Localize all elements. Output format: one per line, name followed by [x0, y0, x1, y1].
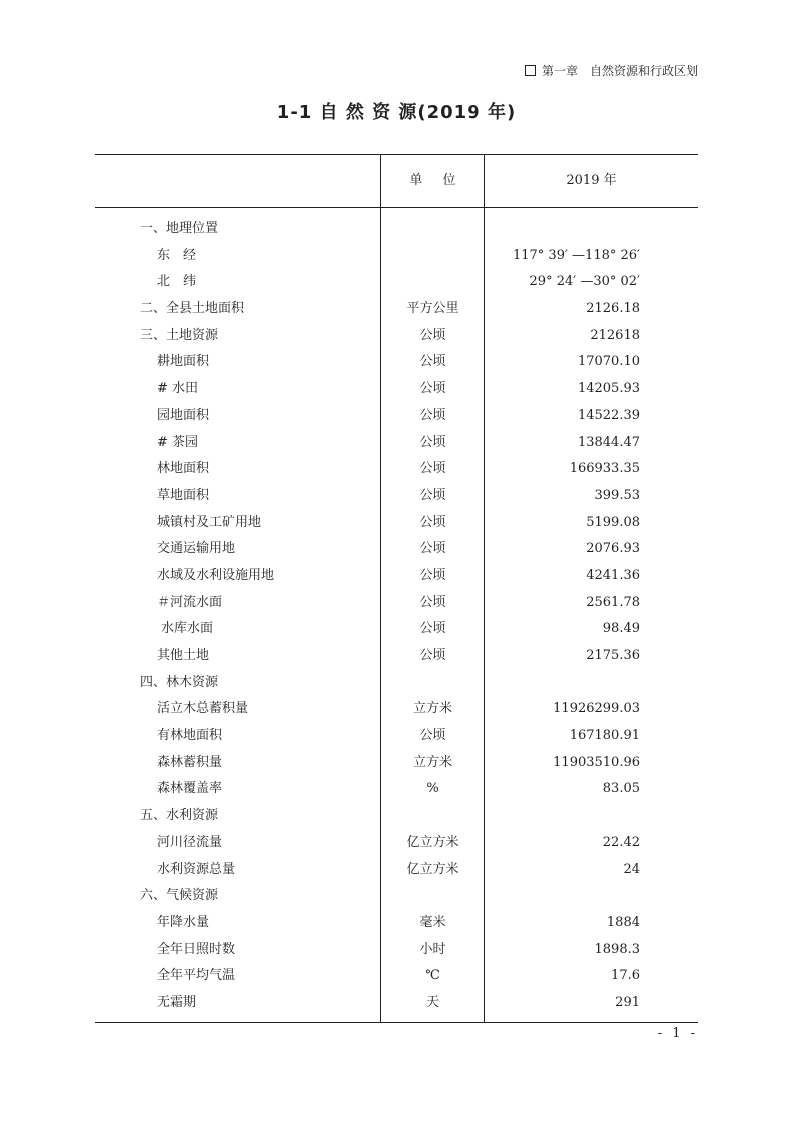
row-value: 166933.35 [569, 461, 640, 477]
row-value: 2076.93 [586, 541, 640, 557]
table-row [95, 349, 698, 376]
table-row [95, 670, 698, 697]
row-value: 24 [623, 861, 640, 877]
row-unit: 公顷 [419, 728, 446, 744]
table-row [95, 696, 698, 723]
row-value: 291 [615, 994, 640, 1010]
row-label: 北 纬 [157, 274, 197, 290]
table-row [95, 216, 698, 243]
row-unit: 公顷 [419, 407, 446, 423]
row-unit: 立方米 [412, 754, 452, 770]
row-value: 2175.36 [586, 648, 640, 663]
row-value: 2561.78 [586, 594, 640, 610]
table-row [95, 883, 698, 910]
row-label: 河川径流量 [157, 834, 223, 850]
table-row [95, 430, 698, 457]
chapter-title: 第一章 自然资源和行政区划 [541, 64, 698, 78]
table-row [95, 269, 698, 296]
row-label: # 茶园 [157, 434, 199, 450]
table-row [95, 750, 698, 777]
column-header-year: 2019 年 [566, 173, 617, 188]
table-row [95, 456, 698, 483]
table-row [95, 990, 698, 1017]
row-unit: ℃ [425, 968, 440, 984]
row-value: 399.53 [594, 487, 640, 503]
table-header-rule [95, 207, 698, 208]
row-label: # 水田 [157, 381, 199, 397]
table-row [95, 590, 698, 617]
row-unit: 亿立方米 [406, 834, 459, 850]
table-row [95, 376, 698, 403]
row-value: 17070.10 [577, 354, 640, 370]
table-row [95, 963, 698, 990]
page-number: - 1 - [657, 1026, 698, 1041]
row-label: 交通运输用地 [157, 541, 236, 557]
row-value: 11926299.03 [553, 701, 640, 717]
table-row [95, 483, 698, 510]
table-row [95, 243, 698, 270]
row-unit: 公顷 [419, 327, 446, 343]
row-unit: 公顷 [419, 381, 446, 397]
row-unit: 小时 [419, 941, 446, 957]
row-label: 其他土地 [157, 648, 210, 663]
row-value: 117° 39′ —118° 26′ [512, 247, 640, 263]
row-unit: 亿立方米 [406, 861, 459, 877]
row-value: 13844.47 [577, 434, 640, 450]
table-row [95, 536, 698, 563]
row-label: 水库水面 [161, 621, 214, 637]
row-label: 无霜期 [157, 994, 197, 1010]
row-unit: % [426, 781, 439, 797]
row-label: 六、气候资源 [140, 888, 219, 904]
row-value: 22.42 [602, 834, 640, 850]
row-label: 草地面积 [157, 487, 210, 503]
row-value: 167180.91 [569, 728, 640, 744]
row-unit: 公顷 [419, 621, 446, 637]
column-header-unit: 单 位 [409, 173, 464, 188]
table-row [95, 830, 698, 857]
row-label: 城镇村及工矿用地 [157, 514, 262, 530]
row-value: 5199.08 [586, 514, 640, 530]
row-label: 水域及水利设施用地 [157, 567, 275, 583]
row-label: 活立木总蓄积量 [157, 701, 249, 717]
table-row [95, 403, 698, 430]
row-value: 14522.39 [577, 407, 640, 423]
row-label: 四、林木资源 [140, 674, 219, 690]
row-unit: 公顷 [419, 541, 446, 557]
row-label: 三、土地资源 [140, 327, 219, 343]
row-unit: 公顷 [419, 487, 446, 503]
table-row [95, 910, 698, 937]
row-unit: 公顷 [419, 354, 446, 370]
row-value: 29° 24′ —30° 02′ [529, 274, 640, 290]
table-row [95, 723, 698, 750]
table-row [95, 296, 698, 323]
row-label: 一、地理位置 [140, 221, 219, 236]
page-title: 1-1 自 然 资 源(2019 年) [276, 102, 517, 123]
row-label: 森林蓄积量 [157, 754, 223, 770]
row-value: 2126.18 [586, 301, 640, 317]
row-unit: 立方米 [412, 701, 452, 717]
table-row [95, 643, 698, 670]
table-row [95, 510, 698, 537]
row-label: 森林覆盖率 [157, 781, 223, 797]
row-unit: 公顷 [419, 461, 446, 477]
table-bottom-rule [95, 1022, 698, 1023]
table-row [95, 776, 698, 803]
row-value: 98.49 [602, 621, 640, 637]
table-row [95, 563, 698, 590]
row-value: 1898.3 [594, 941, 640, 957]
table-row [95, 857, 698, 884]
row-unit: 毫米 [419, 914, 446, 930]
row-label: 五、水利资源 [140, 808, 219, 824]
row-unit: 平方公里 [406, 301, 459, 317]
row-unit: 公顷 [419, 514, 446, 530]
row-value: 212618 [590, 327, 640, 343]
row-value: 14205.93 [577, 381, 640, 397]
row-value: 1884 [606, 914, 640, 930]
row-label: 水利资源总量 [157, 861, 236, 877]
row-label: 二、全县土地面积 [140, 301, 245, 317]
row-unit: 公顷 [419, 594, 446, 610]
table-row [95, 937, 698, 964]
row-label: ＃河流水面 [157, 594, 223, 610]
running-header [420, 62, 698, 79]
row-label: 耕地面积 [157, 354, 210, 370]
row-value: 11903510.96 [553, 754, 640, 770]
table-body [95, 216, 698, 1017]
row-unit: 公顷 [419, 648, 446, 663]
row-label: 林地面积 [157, 461, 210, 477]
square-icon [525, 65, 536, 76]
row-label: 全年平均气温 [157, 968, 236, 984]
row-value: 83.05 [602, 781, 640, 797]
row-value: 17.6 [611, 968, 640, 984]
row-label: 园地面积 [157, 407, 210, 423]
row-label: 年降水量 [157, 914, 210, 930]
row-label: 东 经 [157, 247, 197, 263]
row-unit: 天 [425, 994, 439, 1010]
table-row [95, 616, 698, 643]
row-unit: 公顷 [419, 567, 446, 583]
row-unit: 公顷 [419, 434, 446, 450]
row-label: 有林地面积 [157, 728, 223, 744]
table-row [95, 803, 698, 830]
row-label: 全年日照时数 [157, 941, 236, 957]
table-row [95, 323, 698, 350]
row-value: 4241.36 [586, 567, 640, 583]
natural-resources-table [95, 154, 698, 1024]
